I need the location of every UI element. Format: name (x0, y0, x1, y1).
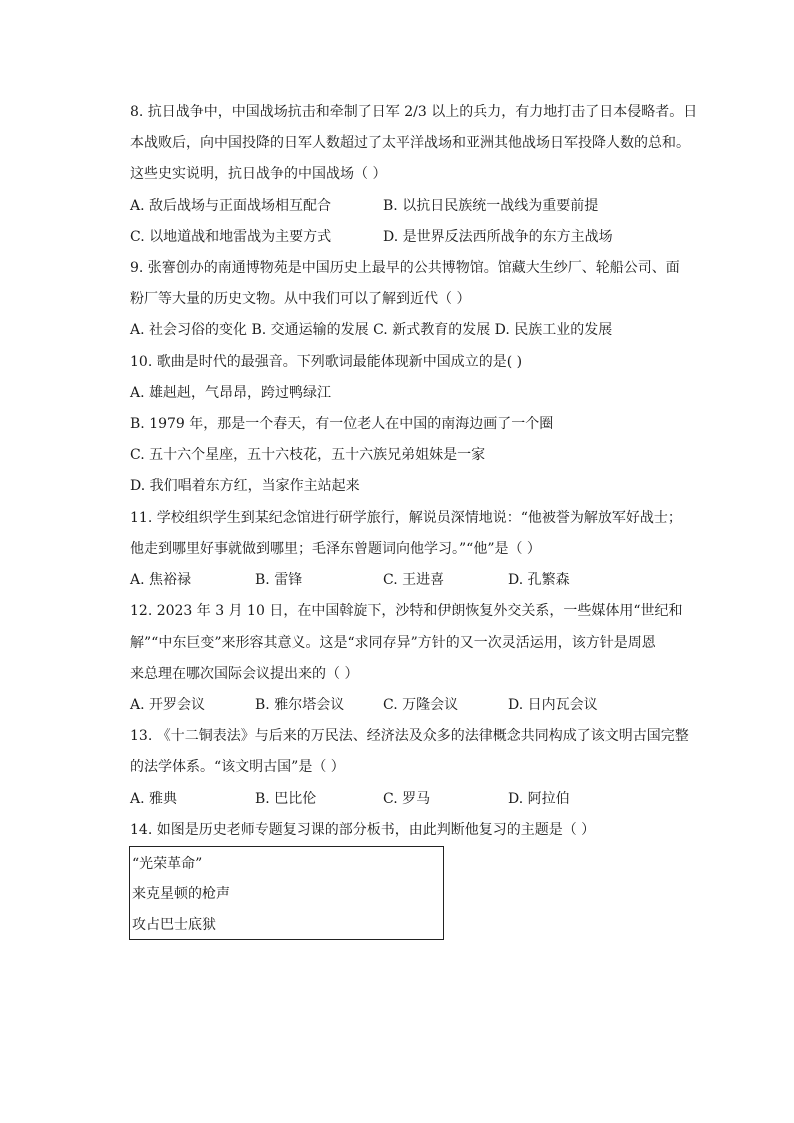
q8-stem-line-3: 这些史实说明，抗日战争的中国战场（ ） (130, 166, 387, 182)
q10-stem: 10. 歌曲是时代的最强音。下列歌词最能体现新中国成立的是( ) (130, 354, 523, 370)
q12-option-c: C. 万隆会议 (383, 697, 459, 713)
q11-stem-line-2: 他走到哪里好事就做到哪里；毛泽东曾题词向他学习。”“他”是（ ） (130, 541, 541, 557)
q13-option-c: C. 罗马 (383, 791, 431, 807)
q8-option-a: A. 敌后战场与正面战场相互配合 (130, 198, 332, 214)
q13-option-b: B. 巴比伦 (255, 791, 317, 807)
q8-option-c: C. 以地道战和地雷战为主要方式 (130, 229, 332, 245)
blackboard-notes-box (129, 846, 444, 940)
q12-stem-line-2: 解”“中东巨变”来形容其意义。这是“求同存异”方针的又一次灵活运用，该方针是周恩 (130, 635, 656, 651)
q10-option-a: A. 雄赳赳，气昂昂，跨过鸭绿江 (130, 385, 332, 401)
q13-option-d: D. 阿拉伯 (508, 791, 570, 807)
q12-option-b: B. 雅尔塔会议 (255, 697, 345, 713)
q8-option-d: D. 是世界反法西所战争的东方主战场 (383, 229, 613, 245)
q9-options: A. 社会习俗的变化 B. 交通运输的发展 C. 新式教育的发展 D. 民族工业的发展 (130, 322, 613, 338)
q9-stem-line-2: 粉厂等大量的历史文物。从中我们可以了解到近代（ ） (130, 291, 471, 307)
q11-option-c: C. 王进喜 (383, 572, 445, 588)
q8-option-b: B. 以抗日民族统一战线为重要前提 (383, 198, 599, 214)
q8-stem-line-2: 本战败后，向中国投降的日军人数超过了太平洋战场和亚洲其他战场日军投降人数的总和。 (130, 135, 690, 151)
q10-option-c: C. 五十六个星座，五十六枝花，五十六族兄弟姐妹是一家 (130, 447, 486, 463)
q12-stem-line-1: 12. 2023 年 3 月 10 日，在中国斡旋下，沙特和伊朗恢复外交关系，一些媒体用“世纪和 (130, 603, 683, 619)
board-line-3: 攻占巴士底狱 (132, 917, 216, 933)
q8-stem-line-1: 8. 抗日战争中，中国战场抗击和牵制了日军 2/3 以上的兵力，有力地打击了日本侵略者。日 (130, 104, 698, 120)
q13-stem-line-2: 的法学体系。“该文明古国”是（ ） (130, 759, 345, 775)
q14-stem: 14. 如图是历史老师专题复习课的部分板书，由此判断他复习的主题是（ ） (130, 822, 596, 838)
q12-option-d: D. 日内瓦会议 (508, 697, 598, 713)
q11-stem-line-1: 11. 学校组织学生到某纪念馆进行研学旅行，解说员深情地说：“他被誉为解放军好战士； (130, 510, 682, 526)
q12-option-a: A. 开罗会议 (130, 697, 206, 713)
board-line-2: 来克星顿的枪声 (132, 886, 230, 902)
q11-option-b: B. 雷锋 (255, 572, 303, 588)
q11-option-d: D. 孔繁森 (508, 572, 570, 588)
q10-option-b: B. 1979 年，那是一个春天，有一位老人在中国的南海边画了一个圈 (130, 416, 554, 432)
q10-option-d: D. 我们唱着东方红，当家作主站起来 (130, 478, 360, 494)
q13-option-a: A. 雅典 (130, 791, 178, 807)
q11-option-a: A. 焦裕禄 (130, 572, 192, 588)
q9-stem-line-1: 9. 张謇创办的南通博物苑是中国历史上最早的公共博物馆。馆藏大生纱厂、轮船公司、面 (130, 260, 680, 276)
board-line-1: “光荣革命” (132, 856, 203, 872)
q13-stem-line-1: 13. 《十二铜表法》与后来的万民法、经济法及众多的法律概念共同构成了该文明古国完整 (130, 728, 689, 744)
q12-stem-line-3: 来总理在哪次国际会议提出来的（ ） (130, 666, 359, 682)
